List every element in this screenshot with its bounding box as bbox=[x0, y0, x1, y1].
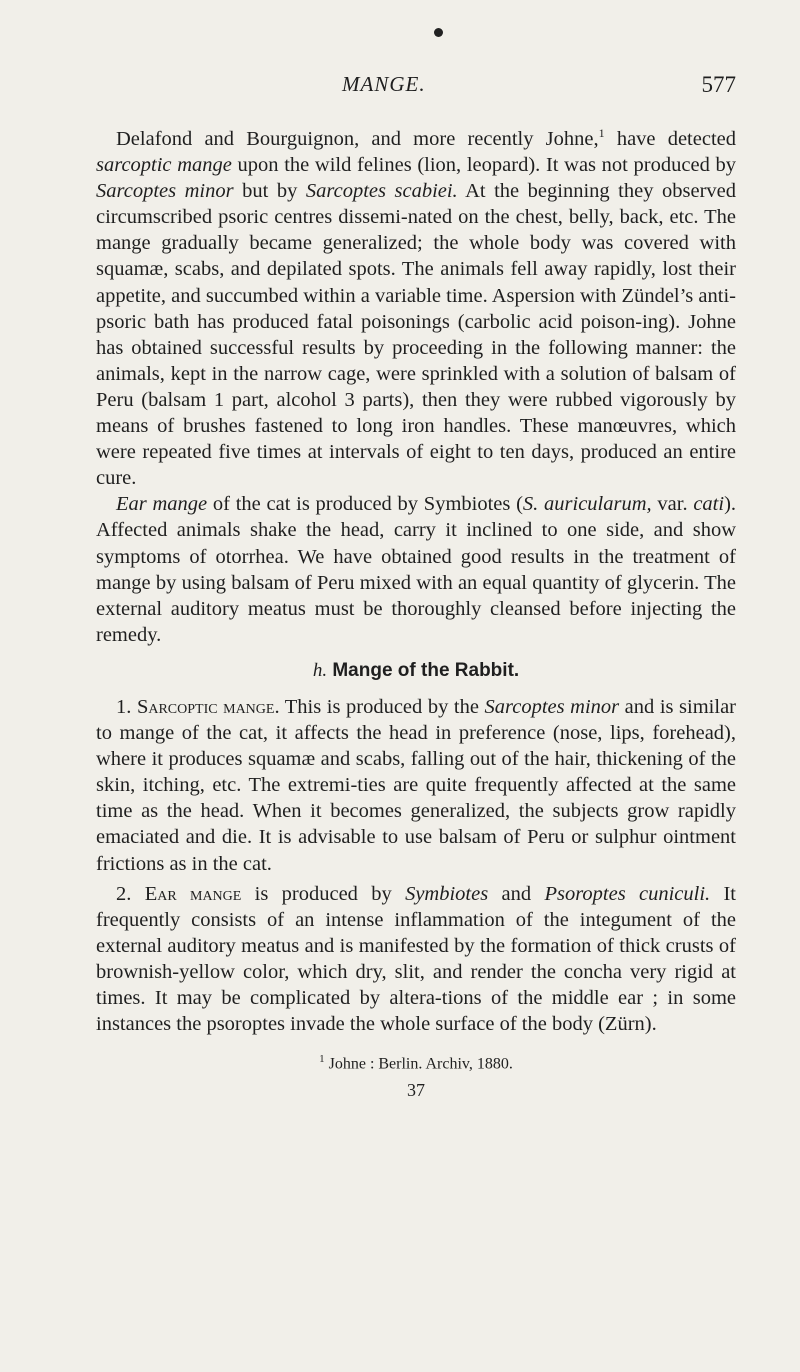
page-header bbox=[96, 72, 736, 102]
paragraph-ear-mange-cat: Ear mange of the cat is produced by Symbiotes (S. auricularum, var. cati). Affected animals shake the head, carry it inclined to one side, and show symptoms of otorrhea. We have obtained good results in the treatment of mange by using balsam of Peru mixed with an equal quantity of glycerin. The external auditory meatus must be thoroughly cleansed before injecting the remedy. bbox=[96, 493, 737, 646]
footnote-text: Johne : Berlin. Archiv, 1880. bbox=[328, 1055, 513, 1073]
footnote-marker: 1 bbox=[319, 1053, 325, 1066]
footnote-reference: 1 bbox=[598, 126, 605, 141]
section-heading bbox=[96, 658, 736, 684]
page-number: 577 bbox=[701, 72, 736, 97]
item-number: 1. bbox=[116, 695, 132, 718]
item-heading: Sarcoptic mange. bbox=[136, 695, 280, 718]
section-title: Mange of the Rabbit. bbox=[332, 659, 520, 681]
item-number: 2. bbox=[116, 882, 132, 905]
page-body bbox=[96, 126, 736, 1103]
print-mark bbox=[434, 28, 443, 37]
paragraph-wild-felines: Delafond and Bourguignon, and more recently Johne,$^1$ have detected sarcoptic mange upon the wild felines (lion, leopard). It was not produced by Sarcoptes minor but by Sarcoptes scabiei. At the beginning they observed circumscribed psoric centres dissemi-nated on the chest, belly, back, etc. The mange gradually became generalized; the whole body was covered with squamæ, scabs, and depilated spots. The animals fell away rapidly, lost their appetite, and succumbed within a variable time. Aspersion with Zündel’s anti-psoric bath has produced fatal poisonings (carbolic acid poison-ing). Johne has obtained successful results by proceeding in the following manner: the animals, kept in the narrow cage, were sprinkled with a solution of balsam of Peru (balsam 1 part, alcohol 3 parts), then they were rubbed vigorously by means of brushes fastened to long iron handles. These manœuvres, which were repeated five times at intervals of eight to ten days, produced an entire cure. bbox=[96, 126, 737, 490]
item-ear-mange: 2. Ear mange is produced by Symbiotes and Psoroptes cuniculi. It frequently consists of an intense inflammation of the integument of the external auditory meatus and is manifested by the formation of thick crusts of brownish-yellow color, which dry, slit, and render the concha very rigid at times. It may be complicated by altera-tions of the middle ear ; in some instances the psoroptes invade the whole surface of the body (Zürn). bbox=[96, 882, 736, 1036]
item-sarcoptic-mange: 1. Sarcoptic mange. This is produced by the Sarcoptes minor and is similar to mange of the cat, it affects the head in preference (nose, lips, forehead), where it produces squamæ and scabs, falling out of the hair, thickening of the skin, itching, etc. The extremi-ties are quite frequently affected at the same time as the head. When it becomes generalized, the subjects grow rapidly emaciated and die. It is advisable to use balsam of Peru or sulphur ointment frictions as in the cat. bbox=[96, 695, 736, 875]
item-heading: Ear mange bbox=[144, 882, 242, 905]
footnote bbox=[96, 1049, 736, 1074]
section-letter: h. bbox=[312, 659, 328, 681]
running-title: MANGE. bbox=[342, 72, 426, 96]
signature-mark: 37 bbox=[407, 1079, 425, 1100]
